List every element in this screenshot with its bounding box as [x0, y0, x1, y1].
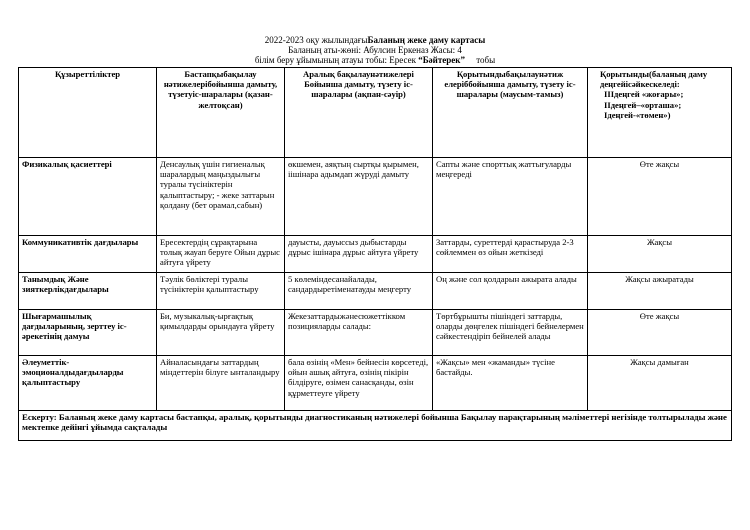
row-initial: Тәулік бөліктері туралы түсініктерін қалыптастыру	[157, 273, 285, 310]
table-row	[19, 273, 732, 310]
group-line-tail: тобы	[464, 55, 496, 65]
row-level: Жақсы	[588, 236, 732, 273]
table-row	[19, 158, 732, 236]
group-name: “Бәйтерек”	[418, 55, 465, 65]
table-row	[19, 236, 732, 273]
document-title	[0, 35, 750, 45]
row-initial: Айналасындағы заттардың міндеттерін білуге ынталандыру	[157, 356, 285, 411]
group-line-plain: білім беру ұйымының атауы тобы: Ересек	[254, 55, 419, 65]
row-final: Төртбұрышты пішіндегі заттарды, оларды дөңгелек пішіндегі бейнелермен сәйкестендіріп бейнелей алады	[433, 310, 588, 356]
row-final: Заттарды, суреттерді қарастыруда 2-3 сөйлеммен өз ойын жеткізеді	[433, 236, 588, 273]
header-conclusion-line1: Қорытынды(баланың даму деңгейісәйкескеледі:	[600, 69, 708, 90]
row-category: Физикалық қасиеттері	[19, 158, 157, 236]
footnote: Ескерту: Баланың жеке даму картасы бастапқы, аралық, қорытынды диагностиканың нәтижелері бойынша Бақылау парақтарының мәліметтері негізінде толтырылады және мектепке дейінгі ұйымда сақталады	[19, 411, 732, 441]
title-bold: Баланың жеке даму картасы	[367, 35, 486, 45]
row-intermediate: өкшемен, аяқтың сыртқы қырымен, іішінара адымдап жүруді дамыту	[285, 158, 433, 236]
table-header-row	[19, 68, 732, 158]
child-name-line: Баланың аты-жөні: Абулсин Еркеназ Жасы: 4	[288, 45, 462, 55]
row-level: Жақсы дамыған	[588, 356, 732, 411]
row-intermediate: бала өзінің «Мен» бейнесін көрсетеді, ойын ашық айтуға, өзінің пікірін білдіруге, өзімен санасқанды, өзін құрметтеуге үйрету	[285, 356, 433, 411]
group-line	[0, 55, 750, 65]
header-initial: Бастапқыбақылау нәтижелерібойынша дамыту, түзетуіс-шаралары (қазан-желтоқсан)	[157, 68, 285, 158]
row-final: Сапты және спорттық жаттығуларды меңгереді	[433, 158, 588, 236]
row-intermediate: Жекезаттардыжәнесюжеттікком позицияларды салады:	[285, 310, 433, 356]
row-category: Коммуникативтік дағдылары	[19, 236, 157, 273]
row-intermediate: 5 көлеміндесанайалады, сандардыретіменатауды меңгерту	[285, 273, 433, 310]
row-category: Шығармашылық дағдыларының, зерттеу іс-әрекетінің дамуы	[19, 310, 157, 356]
table-row	[19, 356, 732, 411]
row-level: Жақсы ажыратады	[588, 273, 732, 310]
row-intermediate: дауысты, дауыссыз дыбыстарды дұрыс ішінара дұрыс айтуға үйрету	[285, 236, 433, 273]
header-conclusion	[588, 68, 732, 158]
row-level: Өте жақсы	[588, 158, 732, 236]
row-final: «Жақсы» мен «жаманды» түсіне бастайды.	[433, 356, 588, 411]
development-card-table	[18, 67, 732, 441]
row-level: Өте жақсы	[588, 310, 732, 356]
row-initial: Денсаулық үшін гигиеналық шаралардың маңыздылығы туралы түсініктерін қалыптастыру; - жеке заттарын қолдану (бет орамал,сабын)	[157, 158, 285, 236]
row-initial: Ересектердің сұрақтарына толық жауап беруге Ойын дұрыс айтуға үйрету	[157, 236, 285, 273]
header-conclusion-line2: ІІІдеңгей «жоғары»;	[604, 89, 684, 100]
table-row	[19, 310, 732, 356]
header-final: Қорытындыбақылаунәтиж елеріббойынша дамыту, түзету іс-шаралары (маусым-тамыз)	[433, 68, 588, 158]
header-conclusion-line3: ІІдеңгей–«орташа»;	[604, 99, 682, 110]
row-category: Танымдық Және зияткерлікдағдылары	[19, 273, 157, 310]
row-category: Әлеуметтік-эмоционалдыдағдыларды қалыптастыру	[19, 356, 157, 411]
row-final: Оң және сол қолдарын ажырата алады	[433, 273, 588, 310]
title-year: 2022-2023 оқу жылындағы	[264, 35, 368, 45]
row-initial: Би, музыкалық-ырғақтық қимылдарды орындауға үйрету	[157, 310, 285, 356]
header-conclusion-line4: Ідеңгей-«төмен»)	[604, 109, 671, 120]
header-intermediate: Аралық бақылаунәтижелері Бойынша дамыту, түзету іс-шаралары (ақпан-сәуір)	[285, 68, 433, 158]
header-competencies: Құзыреттіліктер	[19, 68, 157, 158]
footnote-row	[19, 411, 732, 441]
